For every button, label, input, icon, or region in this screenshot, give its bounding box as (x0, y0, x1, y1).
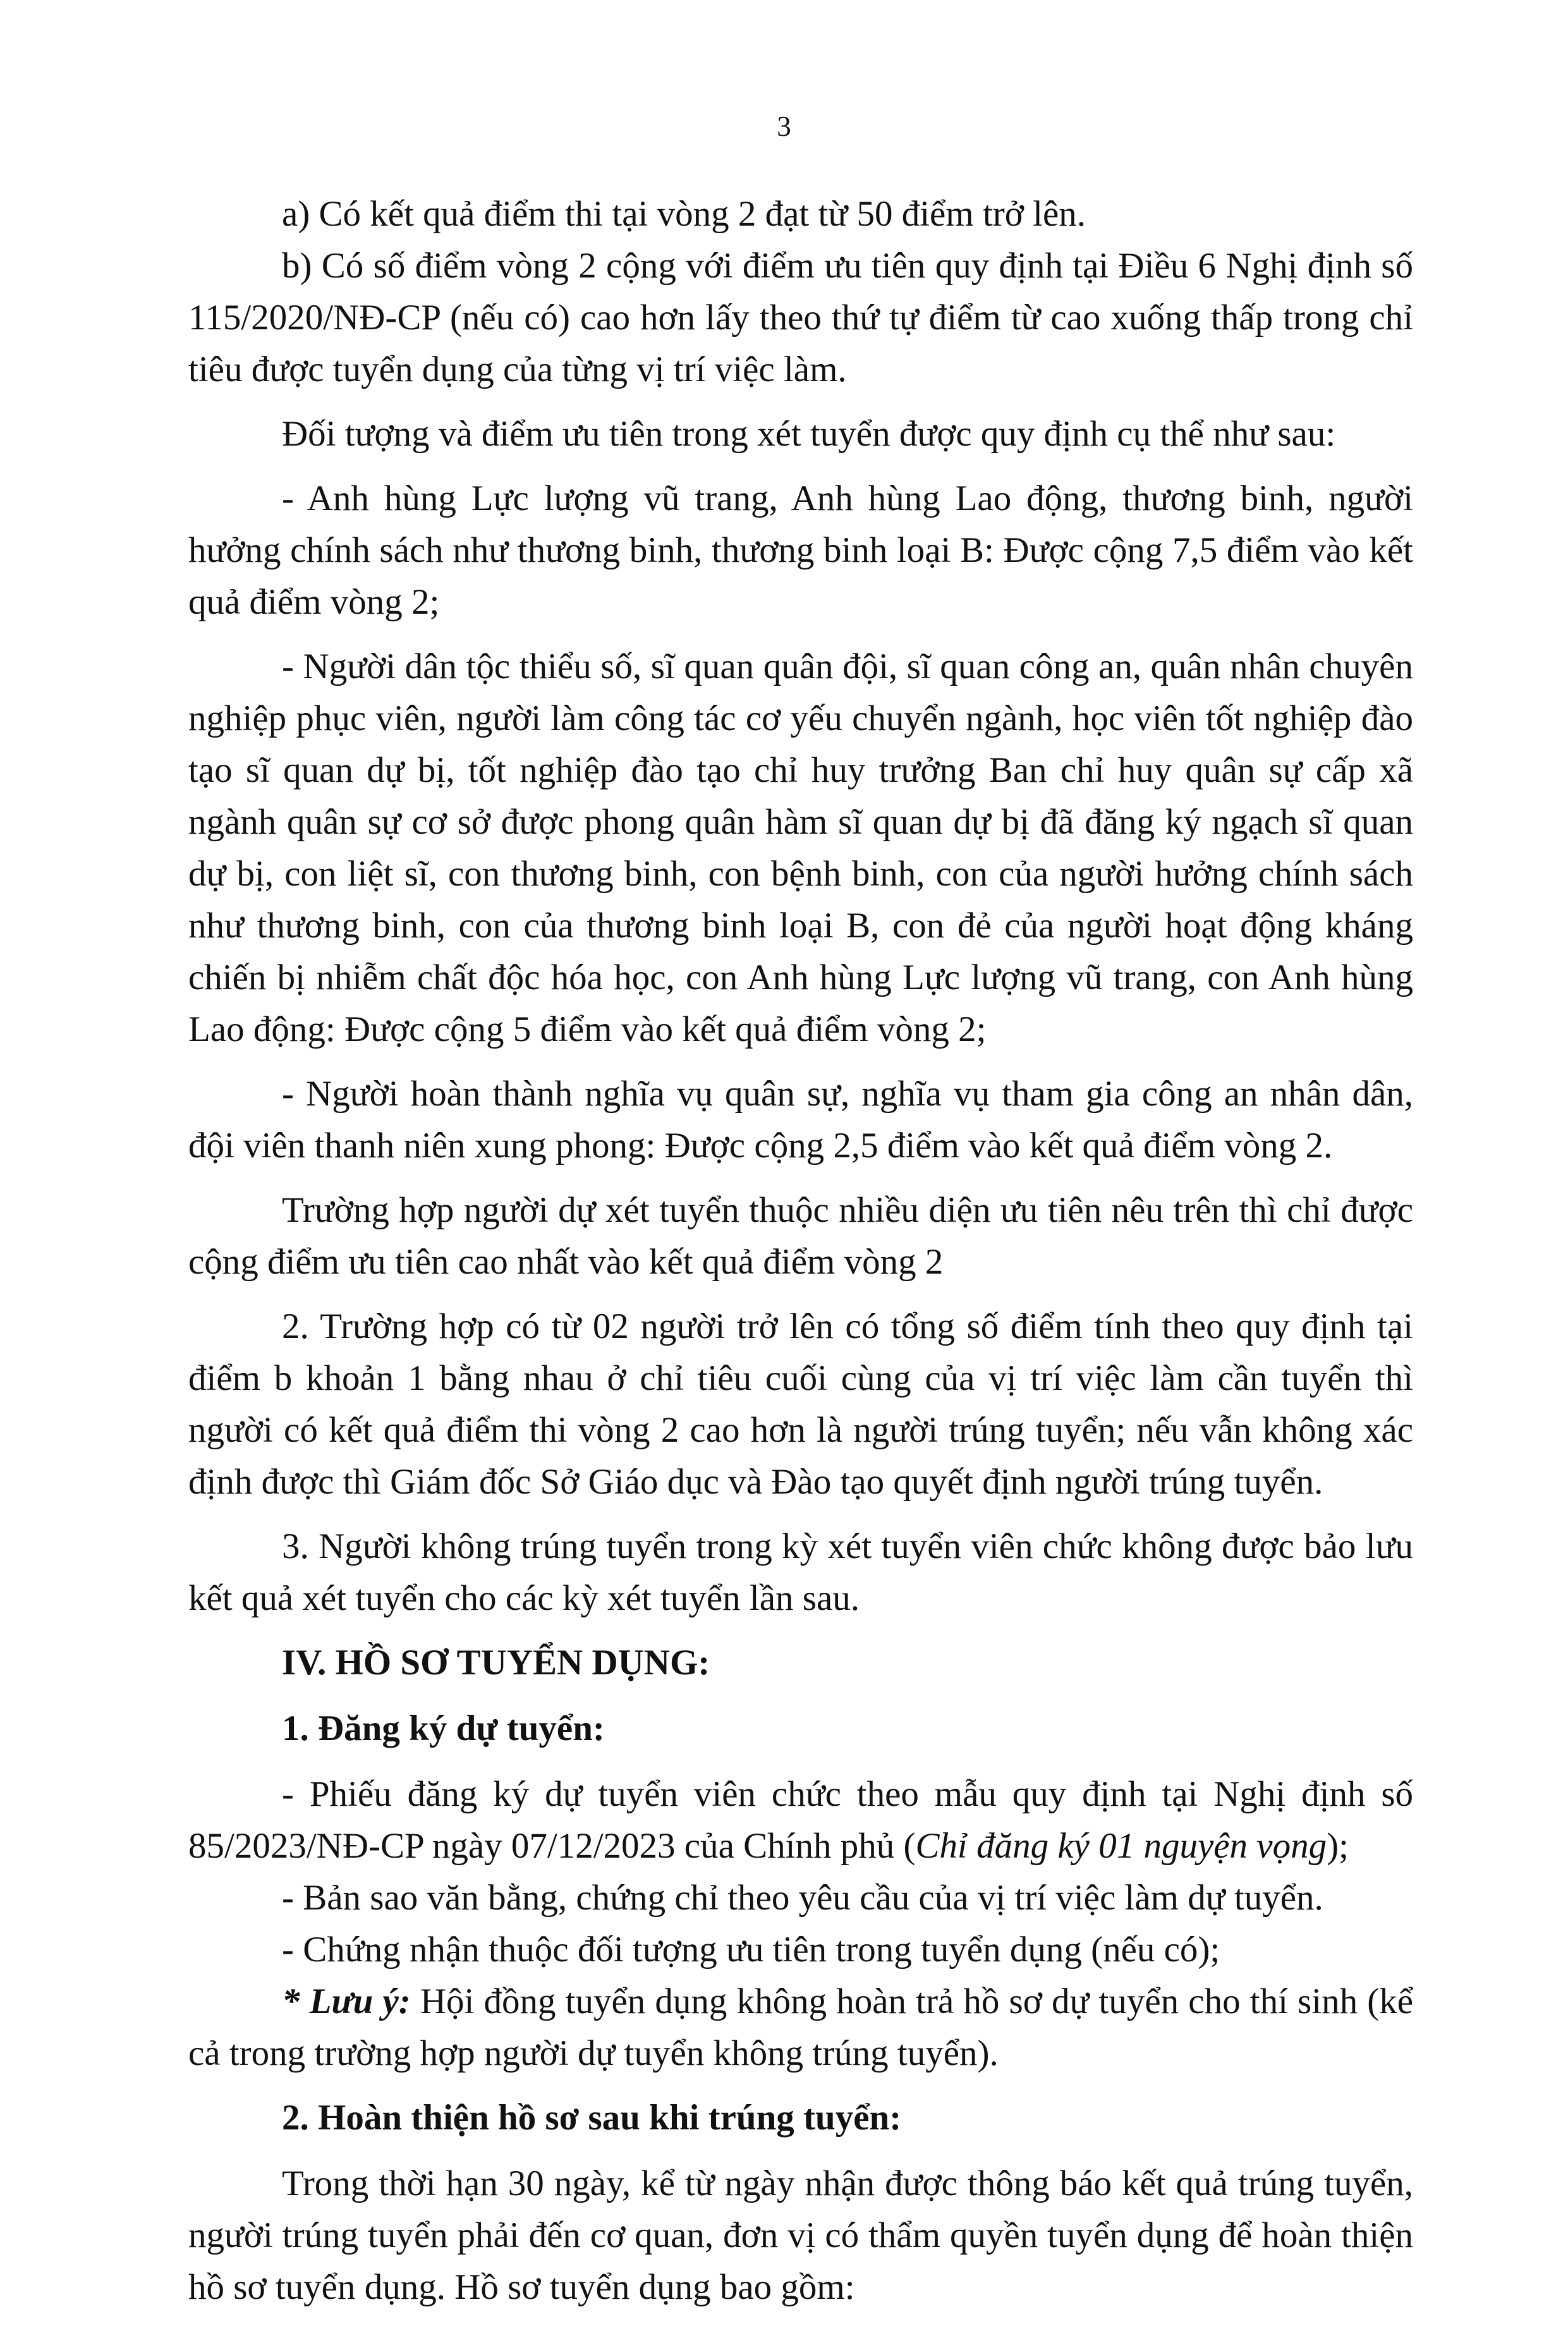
document-body (188, 188, 1413, 2326)
subsection-2-heading: 2. Hoàn thiện hồ sơ sau khi trúng tuyển: (282, 2098, 902, 2138)
clause-3: 3. Người không trúng tuyển trong kỳ xét tuyển viên chức không được bảo lưu kết quả xét tuyển cho các kỳ xét tuyển lần sau. (188, 1526, 1413, 1618)
priority-item-3: - Người hoàn thành nghĩa vụ quân sự, nghĩa vụ tham gia công an nhân dân, đội viên thanh niên xung phong: Được cộng 2,5 điểm vào kết quả điểm vòng 2. (188, 1074, 1413, 1166)
registration-note (188, 1976, 1413, 2079)
registration-item-1-text: - Phiếu đăng ký dự tuyển viên chức theo mẫu quy định tại Nghị định số 85/2023/NĐ-CP ngày 07/12/2023 của Chính phủ ( (188, 1774, 1413, 1866)
page-number: 3 (777, 111, 791, 142)
registration-item-3: - Chứng nhận thuộc đối tượng ưu tiên trong tuyển dụng (nếu có); (282, 1930, 1220, 1970)
section-iv-heading: IV. HỒ SƠ TUYỂN DỤNG: (282, 1643, 710, 1683)
registration-item-1 (188, 1769, 1413, 1872)
priority-item-1: - Anh hùng Lực lượng vũ trang, Anh hùng Lao động, thương binh, người hưởng chính sách như thương binh, thương binh loại B: Được cộng 7,5 điểm vào kết quả điểm vòng 2; (188, 478, 1413, 622)
registration-item-2: - Bản sao văn bằng, chứng chỉ theo yêu cầu của vị trí việc làm dự tuyển. (282, 1878, 1323, 1918)
clause-2: 2. Trường hợp có từ 02 người trở lên có tổng số điểm tính theo quy định tại điểm b khoản 1 bằng nhau ở chỉ tiêu cuối cùng của vị trí việc làm cần tuyển thì người có kết quả điểm thi vòng 2 cao hơn là người trúng tuyển; nếu vẫn không xác định được thì Giám đốc Sở Giáo dục và Đào tạo quyết định người trúng tuyển. (188, 1306, 1413, 1502)
note-label: * Lưu ý: (282, 1982, 411, 2021)
priority-intro: Đối tượng và điểm ưu tiên trong xét tuyển được quy định cụ thể như sau: (282, 414, 1336, 454)
subsection-1-heading: 1. Đăng ký dự tuyển: (282, 1708, 605, 1748)
criterion-b: b) Có số điểm vòng 2 cộng với điểm ưu tiên quy định tại Điều 6 Nghị định số 115/2020/NĐ-CP (nếu có) cao hơn lấy theo thứ tự điểm từ cao xuống thấp trong chỉ tiêu được tuyển dụng của từng vị trí việc làm. (188, 246, 1413, 389)
note-text: Hội đồng tuyển dụng không hoàn trả hồ sơ dự tuyển cho thí sinh (kể cả trong trường hợp người dự tuyển không trúng tuyển). (188, 1982, 1413, 2073)
multiple-priority-rule: Trường hợp người dự xét tuyển thuộc nhiều diện ưu tiên nêu trên thì chỉ được cộng điểm ưu tiên cao nhất vào kết quả điểm vòng 2 (188, 1190, 1413, 1282)
completion-intro: Trong thời hạn 30 ngày, kể từ ngày nhận được thông báo kết quả trúng tuyển, người trúng tuyển phải đến cơ quan, đơn vị có thẩm quyền tuyển dụng để hoàn thiện hồ sơ tuyển dụng. Hồ sơ tuyển dụng bao gồm: (188, 2164, 1413, 2307)
registration-item-1-italic: Chỉ đăng ký 01 nguyện vọng (915, 1826, 1327, 1866)
registration-item-1-end: ); (1327, 1826, 1349, 1866)
criterion-a: a) Có kết quả điểm thi tại vòng 2 đạt từ 50 điểm trở lên. (282, 194, 1086, 234)
priority-item-2: - Người dân tộc thiểu số, sĩ quan quân đội, sĩ quan công an, quân nhân chuyên nghiệp phục viên, người làm công tác cơ yếu chuyển ngành, học viên tốt nghiệp đào tạo sĩ quan dự bị, tốt nghiệp đào tạo chỉ huy trưởng Ban chỉ huy quân sự cấp xã ngành quân sự cơ sở được phong quân hàm sĩ quan dự bị đã đăng ký ngạch sĩ quan dự bị, con liệt sĩ, con thương binh, con bệnh binh, con của người hưởng chính sách như thương binh, con của thương binh loại B, con đẻ của người hoạt động kháng chiến bị nhiễm chất độc hóa học, con Anh hùng Lực lượng vũ trang, con Anh hùng Lao động: Được cộng 5 điểm vào kết quả điểm vòng 2; (188, 647, 1413, 1049)
